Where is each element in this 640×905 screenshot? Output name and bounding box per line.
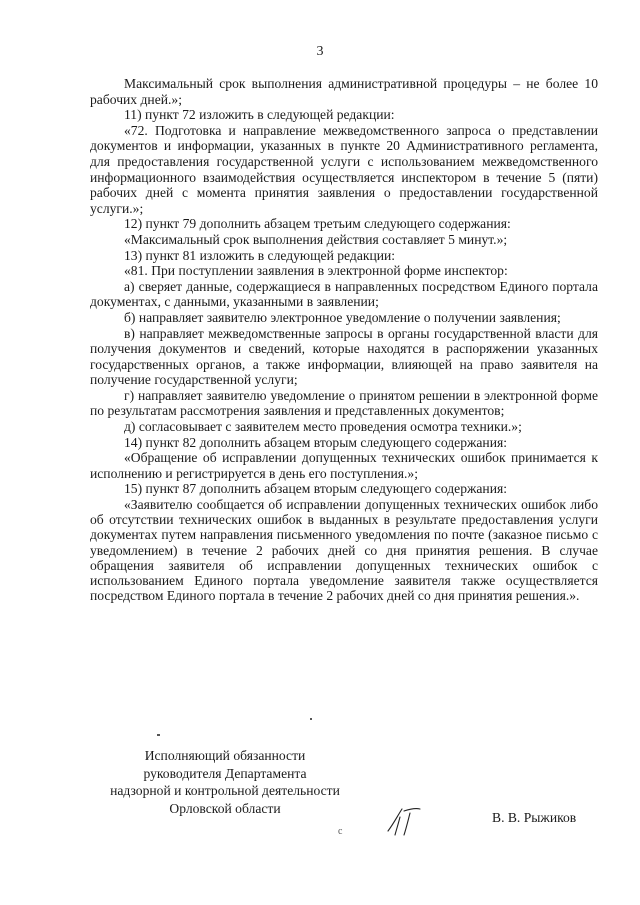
signatory-name: В. В. Рыжиков	[492, 810, 577, 825]
paragraph-subitem-g: г) направляет заявителю уведомление о принятом решении в электронной форме по результатам рассмотрения заявления и представленных документов;	[90, 387, 598, 419]
paragraph-subitem-d: д) согласовывает с заявителем место проведения осмотра техники.»;	[124, 419, 522, 435]
paragraph-error-correction-request: «Обращение об исправлении допущенных технических ошибок принимается к исполнению и регистрируется в день его поступления.»;	[90, 450, 598, 481]
paragraph-subitem-a: а) сверяет данные, содержащиеся в направленных посредством Единого портала документах, с данными, указанными в заявлении;	[90, 278, 598, 310]
paragraph-error-correction-notice: «Заявителю сообщается об исправлении допущенных технических ошибок либо об отсутствии технических ошибок в выданных в результате предоставления услуги документах путем направления письменного уведомления по почте (заказное письмо с уведомлением) в течение 2 рабочих дней со дня принятия решения. В случае обращения заявителя об исправлении допущенных технических ошибок с использованием Единого портала уведомление заявителя также осуществляется посредством Единого портала в течение 2 рабочих дней со дня принятия решения.».	[90, 497, 598, 604]
position-line: Орловской области	[169, 800, 281, 816]
scan-speck	[157, 734, 160, 736]
paragraph-max-term-10-days: Максимальный срок выполнения административной процедуры – не более 10 рабочих дней.»;	[90, 76, 598, 107]
paragraph-max-term-5-minutes: «Максимальный срок выполнения действия составляет 5 минут.»;	[124, 231, 508, 247]
paragraph-item-12: 12) пункт 79 дополнить абзацем третьим следующего содержания:	[124, 216, 511, 232]
signatory-position	[95, 747, 355, 817]
position-line: Исполняющий обязанности	[144, 748, 306, 763]
stray-mark: c	[338, 826, 343, 837]
paragraph-item-11: 11) пункт 72 изложить в следующей редакции:	[124, 107, 395, 123]
position-line: надзорной и контрольной деятельности	[110, 783, 340, 798]
page-number: 3	[316, 44, 324, 59]
paragraph-item-13: 13) пункт 81 изложить в следующей редакции:	[124, 247, 396, 263]
handwritten-signature	[380, 805, 440, 839]
paragraph-item-15: 15) пункт 87 дополнить абзацем вторым следующего содержания:	[124, 481, 507, 497]
position-line: руководителя Департамента	[143, 765, 307, 781]
paragraph-subitem-v: в) направляет межведомственные запросы в органы государственной власти для получения документов и сведений, которые находятся в распоряжении указанных государственных органов, а также информации, влияющей на право заявителя на получение государственной услуги;	[90, 325, 598, 388]
scan-speck	[310, 718, 312, 720]
paragraph-item-14: 14) пункт 82 дополнить абзацем вторым следующего содержания:	[124, 434, 507, 450]
document-body	[90, 76, 598, 603]
paragraph-subitem-b: б) направляет заявителю электронное уведомление о получении заявления;	[124, 309, 561, 325]
paragraph-clause-72: «72. Подготовка и направление межведомственного запроса о представлении документов и информации, указанных в пункте 20 Административного регламента, для предоставления государственной услуги с использованием межведомственного информационного взаимодействия осуществляется инспектором в течение 5 (пяти) рабочих дней с момента принятия заявления о предоставлении государственной услуги.»;	[90, 122, 598, 216]
paragraph-clause-81: «81. При поступлении заявления в электронной форме инспектор:	[124, 263, 508, 279]
